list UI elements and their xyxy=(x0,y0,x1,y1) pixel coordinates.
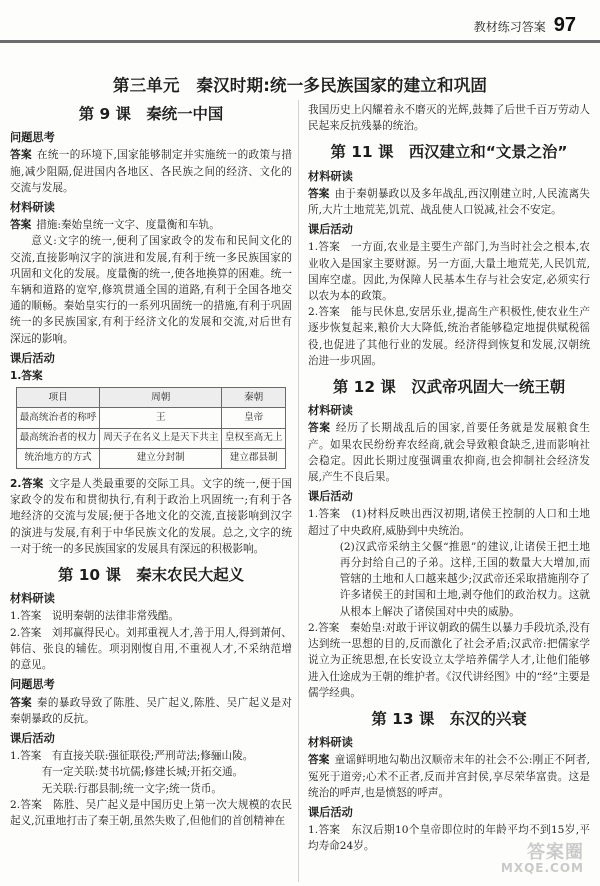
unit-title: 第三单元 秦汉时期:统一多民族国家的建立和巩固 xyxy=(112,76,488,95)
watermark xyxy=(501,844,584,874)
answer-label: 2.答案 xyxy=(10,478,44,491)
answer-text: 文字是人类最重要的交际工具。文字的统一,便于国家政令的发布和贯彻执行,有利于政治上巩固统一;有利于各地经济的交流与发展;便于各地文化的交流,直接影响到汉字的演进与发展,有利于中华民族文化的发展。总之,文字的统一对于统一的多民族国家的发展具有深远的积极影响。 xyxy=(10,478,292,555)
answer-text: 由于秦朝暴政以及多年战乱,西汉刚建立时,人民流离失所,大片土地荒芜,饥荒、战乱使人口锐减,社会不安定。 xyxy=(308,187,590,217)
answer-label: 答案 xyxy=(10,149,32,162)
answer-label: 答案 xyxy=(10,696,32,709)
running-head xyxy=(474,14,576,37)
answer-item: 2.答案 刘邦赢得民心。刘邦重视人才,善于用人,得到萧何、韩信、张良的辅佐。项羽刚愎自用,不重视人才,不采纳范增的意见。 xyxy=(10,626,292,672)
table-cell: 建立郡县制 xyxy=(222,448,286,468)
question-label: 1.答案 xyxy=(10,370,43,383)
answer-text: 秦的暴政导致了陈胜、吴广起义,陈胜、吴广起义是对秦朝暴政的反抗。 xyxy=(10,696,292,725)
section-heading: 材料研读 xyxy=(308,736,353,750)
answer-item: 2.答案 陈胜、吴广起义是中国历史上第一次大规模的农民起义,沉重地打击了秦王朝,虽然失败了,但他们的首创精神在 xyxy=(10,798,292,827)
answer-paragraph xyxy=(10,476,292,557)
answer-text: 经历了长期战乱后的国家,首要任务就是发展粮食生产。如果农民纷纷弃农经商,就会导致粮食缺乏,进而影响社会稳定。因此长期过度强调重农抑商,也会抑制社会经济发展,产生不良后果。 xyxy=(308,422,590,484)
lesson-13-title: 第 13 课 东汉的兴衰 xyxy=(371,709,527,728)
comparison-table xyxy=(16,387,286,469)
lesson-12-title: 第 12 课 汉武帝巩固大一统王朝 xyxy=(332,378,566,397)
lesson-10-title: 第 10 课 秦末农民大起义 xyxy=(57,566,245,585)
answer-label: 答案 xyxy=(10,219,32,232)
answer-item: 1.答案 (1)材料反映出西汉初期,诸侯王控制的人口和土地超过了中央政府,威胁到中央统治。 xyxy=(308,508,590,537)
answer-item: (2)汉武帝采纳主父偃“推恩”的建议,让诸侯王把土地再分封给自己的子弟。这样,王国的数量大大增加,而管辖的土地和人口越来越少;汉武帝还采取措施削夺了许多诸侯王的封国和土地,剥夺他们的政治权力。这就从根本上解决了诸侯国对中央的威胁。 xyxy=(339,540,590,618)
table-cell: 最高统治者的称呼 xyxy=(17,408,100,428)
running-head-text: 教材练习答案 xyxy=(473,20,546,34)
table-cell: 皇帝 xyxy=(222,408,286,428)
page-number: 97 xyxy=(553,14,576,36)
table-header-cell: 秦朝 xyxy=(222,388,286,408)
section-heading: 材料研读 xyxy=(308,169,353,183)
header-rule xyxy=(0,40,600,43)
answer-item: 有一定关联:焚书坑儒;修建长城;开拓交通。 xyxy=(41,766,244,779)
table-cell: 皇权至高无上 xyxy=(222,428,286,448)
section-heading: 问题思考 xyxy=(10,678,55,692)
table-row xyxy=(17,408,286,428)
answer-paragraph xyxy=(308,186,590,218)
watermark-line: 答案圈 xyxy=(527,842,584,863)
answer-item: 1.答案 有直接关联:强征联役;严刑苛法;修骊山陵。 xyxy=(10,750,254,763)
answer-text: 措施:秦始皇统一文字、度量衡和车轨。 xyxy=(36,219,220,232)
table-header-cell: 项目 xyxy=(17,388,100,408)
answer-label: 答案 xyxy=(308,187,330,200)
answer-paragraph xyxy=(10,217,292,233)
answer-text: 在统一的环境下,国家能够制定并实施统一的政策与措施,减少阻隔,促进国内各地区、各民族之间的经济、文化的交流与发展。 xyxy=(10,149,292,194)
answer-paragraph xyxy=(308,420,590,485)
watermark-line: MXQE.COM xyxy=(500,861,584,875)
section-heading: 课后活动 xyxy=(10,351,55,365)
answer-item: 1.答案 东汉后期10个皇帝即位时的年龄平均不到15岁,平均寿命24岁。 xyxy=(308,824,590,853)
table-cell: 王 xyxy=(100,408,222,428)
right-column xyxy=(308,102,590,882)
continued-paragraph: 我国历史上闪耀着永不磨灭的光辉,鼓舞了后世千百万劳动人民起来反抗残暴的统治。 xyxy=(308,104,590,133)
lesson-11-title: 第 11 课 西汉建立和“文景之治” xyxy=(330,143,568,162)
answer-item: 1.答案 说明秦朝的法律非常残酷。 xyxy=(10,610,180,623)
answer-paragraph xyxy=(10,147,292,196)
table-cell: 周天子在名义上是天下共主 xyxy=(100,428,222,448)
answer-paragraph: 意义:文字的统一,便利了国家政令的发布和民间文化的交流,直接影响汉字的演进和发展,有利于统一多民族国家的巩固和文化的发展。度量衡的统一,使各地换算的困难。统一车辆和道路的宽窄,修筑贯通全国的道路,有利于全国各地交通的顺畅。秦始皇实行的一系列巩固统一的措施,有利于巩固统一的多民族国家,有利于经济文化的发展和交流,对后世有深远的影响。 xyxy=(10,235,292,345)
section-heading: 课后活动 xyxy=(308,223,353,237)
section-heading: 课后活动 xyxy=(308,805,353,819)
column-divider xyxy=(298,100,299,882)
lesson-9-title: 第 9 课 秦统一中国 xyxy=(78,105,224,123)
answer-item: 无关联:行郡县制;统一文字;统一货币。 xyxy=(41,782,223,795)
answer-text: 童谣鲜明地勾勒出汉顺帝末年的社会不公:刚正不阿者,冤死于道旁;心术不正者,反而并宫封侯,享尽荣华富贵。这是统治的呼声,也是愤怒的呼声。 xyxy=(308,754,590,799)
table-header-row xyxy=(17,388,286,408)
section-heading: 课后活动 xyxy=(10,731,55,745)
answer-label: 答案 xyxy=(308,754,330,767)
table-row xyxy=(17,428,286,448)
table-cell: 建立分封制 xyxy=(100,448,222,468)
answer-paragraph xyxy=(10,695,292,727)
left-column xyxy=(10,102,292,882)
answer-item: 2.答案 秦始皇:对敢于评议朝政的儒生以暴力手段坑杀,没有达到统一思想的目的,反而激化了社会矛盾;汉武帝:把儒家学说立为正统思想,在长安设立太学培养儒学人才,让他们能够进入仕途成为王朝的维护者。《汉代讲经图》中的“经”主要是儒学经典。 xyxy=(308,621,590,699)
table-cell: 最高统治者的权力 xyxy=(17,428,100,448)
answer-item: 1.答案 一方面,农业是主要生产部门,为当时社会之根本,农业收入是国家主要财源。另一方面,大量土地荒芜,人民饥荒,国库空虚。因此,为保障人民基本生存与社会安定,必须实行以农为本的政策。 xyxy=(308,241,590,303)
section-heading: 材料研读 xyxy=(10,201,55,215)
answer-label: 答案 xyxy=(308,422,331,435)
table-row xyxy=(17,448,286,468)
table-cell: 统治地方的方式 xyxy=(17,448,100,468)
answer-item: 2.答案 能与民休息,安居乐业,提高生产积极性,使农业生产逐步恢复起来,粮价大大降低,统治者能够稳定地提供赋税徭役,也促进了其他行业的发展。经济得到恢复和发展,汉朝统治进一步巩固。 xyxy=(308,306,590,367)
section-heading: 材料研读 xyxy=(308,404,353,418)
answer-paragraph xyxy=(308,752,590,801)
section-heading: 材料研读 xyxy=(10,592,55,606)
table-header-cell: 周朝 xyxy=(100,388,222,408)
section-heading: 课后活动 xyxy=(308,490,353,504)
section-heading: 问题思考 xyxy=(10,131,55,145)
